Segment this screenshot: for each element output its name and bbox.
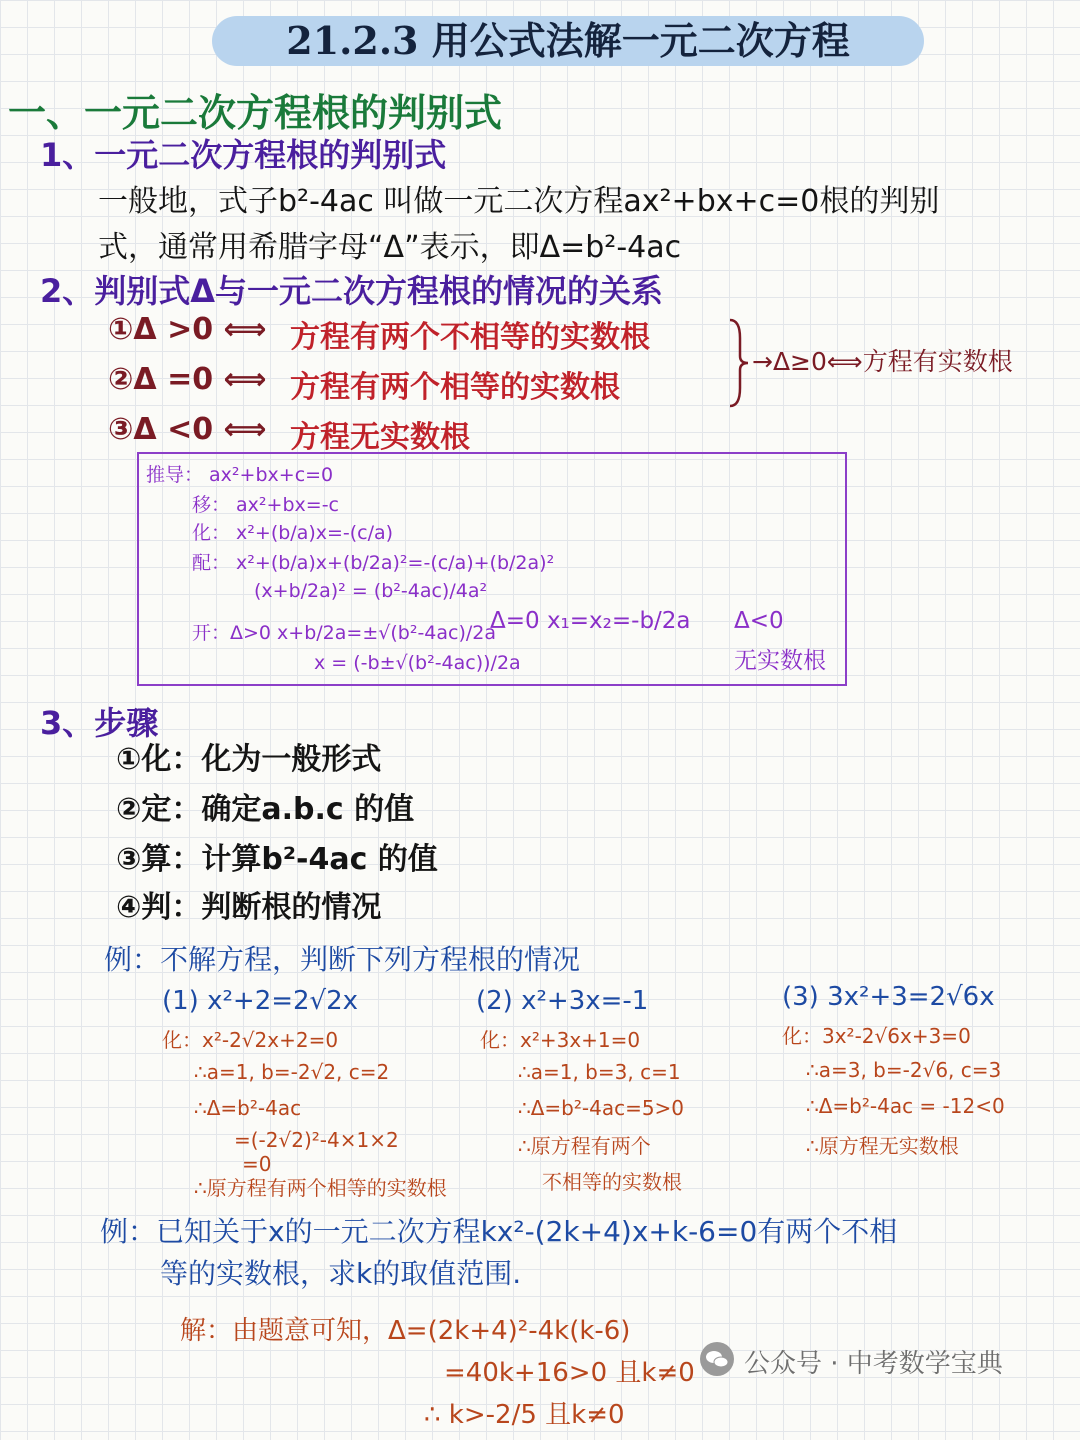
problem-1-step: ∴a=1, b=-2√2, c=2 <box>194 1060 390 1084</box>
problem-1-equation: (1) x²+2=2√2x <box>162 986 359 1016</box>
problem-2-step: 不相等的实数根 <box>542 1170 682 1194</box>
derivation-line: 推导： ax²+bx+c=0 <box>146 464 334 486</box>
solution-line-3: ∴ k>-2/5 且k≠0 <box>424 1400 625 1430</box>
definition-line-1: 一般地，式子b²-4ac 叫做一元二次方程ax²+bx+c=0根的判别 <box>98 184 940 219</box>
problem-1-step: =(-2√2)²-4×1×2 <box>234 1128 399 1152</box>
problem-2-step: ∴原方程有两个 <box>518 1134 651 1158</box>
derivation-line: 化： x²+(b/a)x=-(c/a) <box>192 522 394 544</box>
derivation-no-real-roots: 无实数根 <box>734 648 826 674</box>
problem-1-step: ∴原方程有两个相等的实数根 <box>194 1176 447 1200</box>
problem-2-equation: (2) x²+3x=-1 <box>476 986 649 1016</box>
case-3-condition: ③Δ <0 ⟺ <box>108 412 267 447</box>
case-1-result: 方程有两个不相等的实数根 <box>290 320 650 355</box>
derivation-delta-zero: Δ=0 x₁=x₂=-b/2a <box>490 608 691 634</box>
problem-1-step: 化：x²-2√2x+2=0 <box>162 1028 339 1052</box>
problem-3-step: ∴a=3, b=-2√6, c=3 <box>806 1058 1002 1082</box>
step-item: ②定：确定a.b.c 的值 <box>116 792 415 827</box>
problem-1-step: ∴Δ=b²-4ac <box>194 1096 302 1120</box>
step-item: ①化：化为一般形式 <box>116 742 382 777</box>
example-1-intro: 例：不解方程，判断下列方程根的情况 <box>104 943 581 976</box>
problem-3-step: ∴原方程无实数根 <box>806 1134 959 1158</box>
case-2-condition: ②Δ =0 ⟺ <box>108 362 267 397</box>
watermark-text: 公众号 · 中考数学宝典 <box>744 1349 1003 1379</box>
problem-2-step: ∴a=1, b=3, c=1 <box>518 1060 681 1084</box>
subsection-3-heading: 3、步骤 <box>40 704 159 742</box>
subsection-1-heading: 1、一元二次方程根的判别式 <box>40 136 447 174</box>
problem-2-step: ∴Δ=b²-4ac=5>0 <box>518 1096 685 1120</box>
problem-3-step: ∴Δ=b²-4ac = -12<0 <box>806 1094 1005 1118</box>
case-1-condition: ①Δ >0 ⟺ <box>108 312 267 347</box>
problem-1-step: =0 <box>242 1152 272 1176</box>
step-item: ③算：计算b²-4ac 的值 <box>116 842 438 877</box>
case-2-result: 方程有两个相等的实数根 <box>290 370 620 405</box>
solution-line-1: 解：由题意可知，Δ=(2k+4)²-4k(k-6) <box>180 1316 631 1346</box>
derivation-line: 配： x²+(b/a)x+(b/2a)²=-(c/a)+(b/2a)² <box>192 552 555 574</box>
curly-brace-icon <box>726 318 750 408</box>
problem-3-step: 化：3x²-2√6x+3=0 <box>782 1024 971 1048</box>
problem-2-step: 化：x²+3x+1=0 <box>480 1028 641 1052</box>
derivation-line: 开：Δ>0 x+b/2a=±√(b²-4ac)/2a <box>192 622 497 644</box>
section-heading: 一、一元二次方程根的判别式 <box>8 91 503 135</box>
page-title: 21.2.3 用公式法解一元二次方程 <box>212 16 924 66</box>
subsection-2-heading: 2、判别式Δ与一元二次方程根的情况的关系 <box>40 272 664 310</box>
derivation-line: (x+b/2a)² = (b²-4ac)/4a² <box>254 580 488 602</box>
problem-3-equation: (3) 3x²+3=2√6x <box>782 982 995 1012</box>
example-2-line-1: 例：已知关于x的一元二次方程kx²-(2k+4)x+k-6=0有两个不相 <box>100 1215 898 1248</box>
step-item: ④判：判断根的情况 <box>116 890 382 925</box>
derivation-line: x = (-b±√(b²-4ac))/2a <box>314 652 521 674</box>
example-2-line-2: 等的实数根，求k的取值范围. <box>160 1257 522 1290</box>
solution-line-2: =40k+16>0 且k≠0 <box>444 1358 695 1388</box>
brace-note: →Δ≥0⟺方程有实数根 <box>752 347 1013 376</box>
derivation-line: 移： ax²+bx=-c <box>192 494 339 516</box>
case-3-result: 方程无实数根 <box>290 420 470 455</box>
definition-line-2: 式，通常用希腊字母“Δ”表示，即Δ=b²-4ac <box>98 230 682 265</box>
wechat-icon <box>700 1342 734 1376</box>
derivation-delta-negative: Δ<0 <box>734 608 784 634</box>
